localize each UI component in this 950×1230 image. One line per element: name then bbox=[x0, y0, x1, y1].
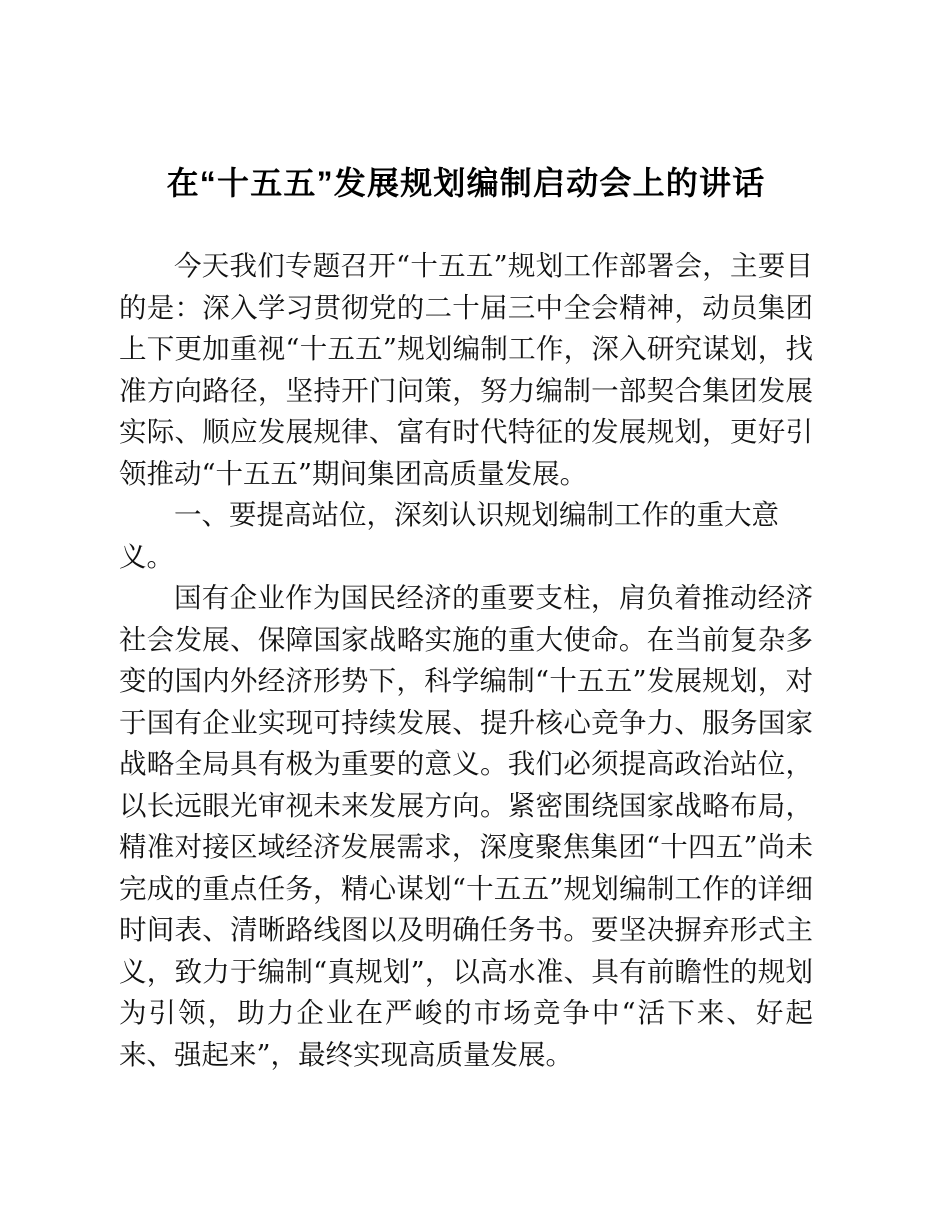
section-one-heading: 一、要提高站位，深刻认识规划编制工作的重大意义。 bbox=[119, 499, 779, 573]
page-title: 在“十五五”发展规划编制启动会上的讲话 bbox=[166, 165, 766, 201]
section-one-body: 国有企业作为国民经济的重要支柱，肩负着推动经济社会发展、保障国家战略实施的重大使命。在当前复杂多变的国内外经济形势下，科学编制“十五五”发展规划，对于国有企业实现可持续发展、提升核心竞争力、服务国家战略全局具有极为重要的意义。我们必须提高政治站位，以长远眼光审视未来发展方向。紧密围绕国家战略布局，精准对接区域经济发展需求，深度聚焦集团“十四五”尚未完成的重点任务，精心谋划“十五五”规划编制工作的详细时间表、清晰路线图以及明确任务书。要坚决摒弃形式主义，致力于编制“真规划”，以高水准、具有前瞻性的规划为引领，助力企业在严峻的市场竞争中“活下来、好起来、强起来”，最终实现高质量发展。 bbox=[119, 582, 813, 1071]
opening-paragraph: 今天我们专题召开“十五五”规划工作部署会，主要目的是：深入学习贯彻党的二十届三中全会精神，动员集团上下更加重视“十五五”规划编制工作，深入研究谋划，找准方向路径，坚持开门问策，努力编制一部契合集团发展实际、顺应发展规律、富有时代特征的发展规划，更好引领推动“十五五”期间集团高质量发展。 bbox=[119, 250, 813, 490]
document-content bbox=[119, 0, 813, 1076]
